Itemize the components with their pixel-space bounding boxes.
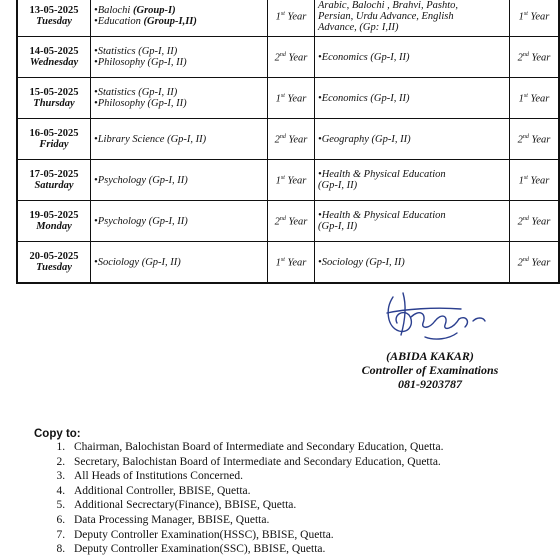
date-cell [17,0,91,37]
exam-date: 20-05-2025 [29,251,79,262]
exam-date: 16-05-2025 [29,128,79,139]
exam-date: 14-05-2025 [29,46,79,57]
table-row [17,242,559,284]
morning-year-cell: 2nd Year [268,37,315,78]
subject-line: • Economics (Gp-I, II) [318,52,506,63]
date-cell [17,78,91,119]
signature-image [365,287,525,347]
table-row [17,78,559,119]
table-row [17,37,559,78]
exam-day: Wednesday [29,57,79,68]
exam-date: 13-05-2025 [29,5,79,16]
subject-line: • Sociology (Gp-I, II) [318,257,506,268]
subject-line: • Philosophy (Gp-I, II) [94,57,264,68]
signatory-name: (ABIDA KAKAR) [386,349,474,363]
copy-to-item: 4. Additional Controller, BBISE, Quetta. [68,484,443,499]
morning-subjects-cell [91,201,268,242]
subject-line: • Psychology (Gp-I, II) [94,216,264,227]
evening-year-cell: 2nd Year [510,201,560,242]
morning-year-cell: 2nd Year [268,201,315,242]
subject-line: • Geography (Gp-I, II) [318,134,506,145]
subject-line: • Statistics (Gp-I, II) [94,46,264,57]
exam-day: Monday [36,221,72,232]
exam-date: 19-05-2025 [29,210,79,221]
evening-subjects-cell [315,37,510,78]
evening-year-cell: 1st Year [510,0,560,37]
evening-year-cell: 2nd Year [510,37,560,78]
signatory-block [330,349,530,391]
morning-subjects-cell [91,160,268,201]
subject-line: • Statistics (Gp-I, II) [94,87,264,98]
subject-line: • Balochi (Group-I) [94,5,264,16]
table-row [17,201,559,242]
evening-subjects-cell [315,201,510,242]
subject-line: (Gp-I, II) [318,221,358,232]
copy-to-item: 1. Chairman, Balochistan Board of Intermediate and Secondary Education, Quetta. [68,440,443,455]
subject-line: • Health & Physical Education [318,169,506,180]
signatory-title: Controller of Examinations [361,363,499,377]
exam-day: Saturday [34,180,74,191]
exam-day: Tuesday [36,262,72,273]
morning-year-cell: 1st Year [268,242,315,284]
table-row [17,119,559,160]
morning-year-cell: 1st Year [268,160,315,201]
subject-line: • Philosophy (Gp-I, II) [94,98,264,109]
subject-line: • Sociology (Gp-I, II) [94,257,264,268]
subject-line: • Education (Group-I,II) [94,16,264,27]
copy-to-item: 2. Secretary, Balochistan Board of Intermediate and Secondary Education, Quetta. [68,455,443,470]
subject-line: (Gp-I, II) [318,180,358,191]
exam-day: Thursday [33,98,75,109]
evening-subjects-cell [315,0,510,37]
morning-subjects-cell [91,242,268,284]
schedule-body [17,0,559,283]
copy-to-item: 3. All Heads of Institutions Concerned. [68,469,443,484]
morning-year-cell: 1st Year [268,0,315,37]
copy-to-item: 6. Data Processing Manager, BBISE, Quetta. [68,513,443,528]
exam-date: 17-05-2025 [29,169,79,180]
signatory-phone: 081-9203787 [398,377,462,391]
date-cell [17,242,91,284]
morning-subjects-cell [91,119,268,160]
exam-day: Tuesday [36,16,72,27]
subject-line: • Health & Physical Education [318,210,506,221]
morning-subjects-cell [91,78,268,119]
subject-line: Persian, Urdu Advance, English [318,10,454,22]
date-cell [17,37,91,78]
exam-schedule-table [16,0,560,284]
evening-year-cell: 2nd Year [510,119,560,160]
morning-subjects-cell [91,37,268,78]
morning-subjects-cell [91,0,268,37]
evening-subjects-cell [315,160,510,201]
subject-group: (Group-I) [132,5,176,16]
evening-subjects-cell [315,242,510,284]
exam-date: 15-05-2025 [29,87,79,98]
subject-line: • Library Science (Gp-I, II) [94,134,264,145]
copy-to-item: 8. Deputy Controller Examination(SSC), BBISE, Quetta. [68,542,443,557]
date-cell [17,201,91,242]
table-row [17,0,559,37]
date-cell [17,119,91,160]
table-row [17,160,559,201]
morning-year-cell: 1st Year [268,78,315,119]
evening-subjects-cell [315,119,510,160]
evening-year-cell: 1st Year [510,78,560,119]
evening-year-cell: 1st Year [510,160,560,201]
date-cell [17,160,91,201]
morning-year-cell: 2nd Year [268,119,315,160]
evening-year-cell: 2nd Year [510,242,560,284]
evening-subjects-cell [315,78,510,119]
copy-to-list [38,440,443,557]
subject-line: • Psychology (Gp-I, II) [94,175,264,186]
copy-to-item: 5. Additional Secrectary(Finance), BBISE, Quetta. [68,498,443,513]
copy-to-heading: Copy to: [34,428,81,440]
subject-line: Arabic, Balochi , Brahvi, Pashto, [318,0,458,11]
subject-line: • Economics (Gp-I, II) [318,93,506,104]
subject-line: Advance, (Gp: I,II) [318,21,399,33]
copy-to-item: 7. Deputy Controller Examination(HSSC), BBISE, Quetta. [68,528,443,543]
subject-group: (Group-I,II) [143,16,197,27]
exam-day: Friday [39,139,69,150]
